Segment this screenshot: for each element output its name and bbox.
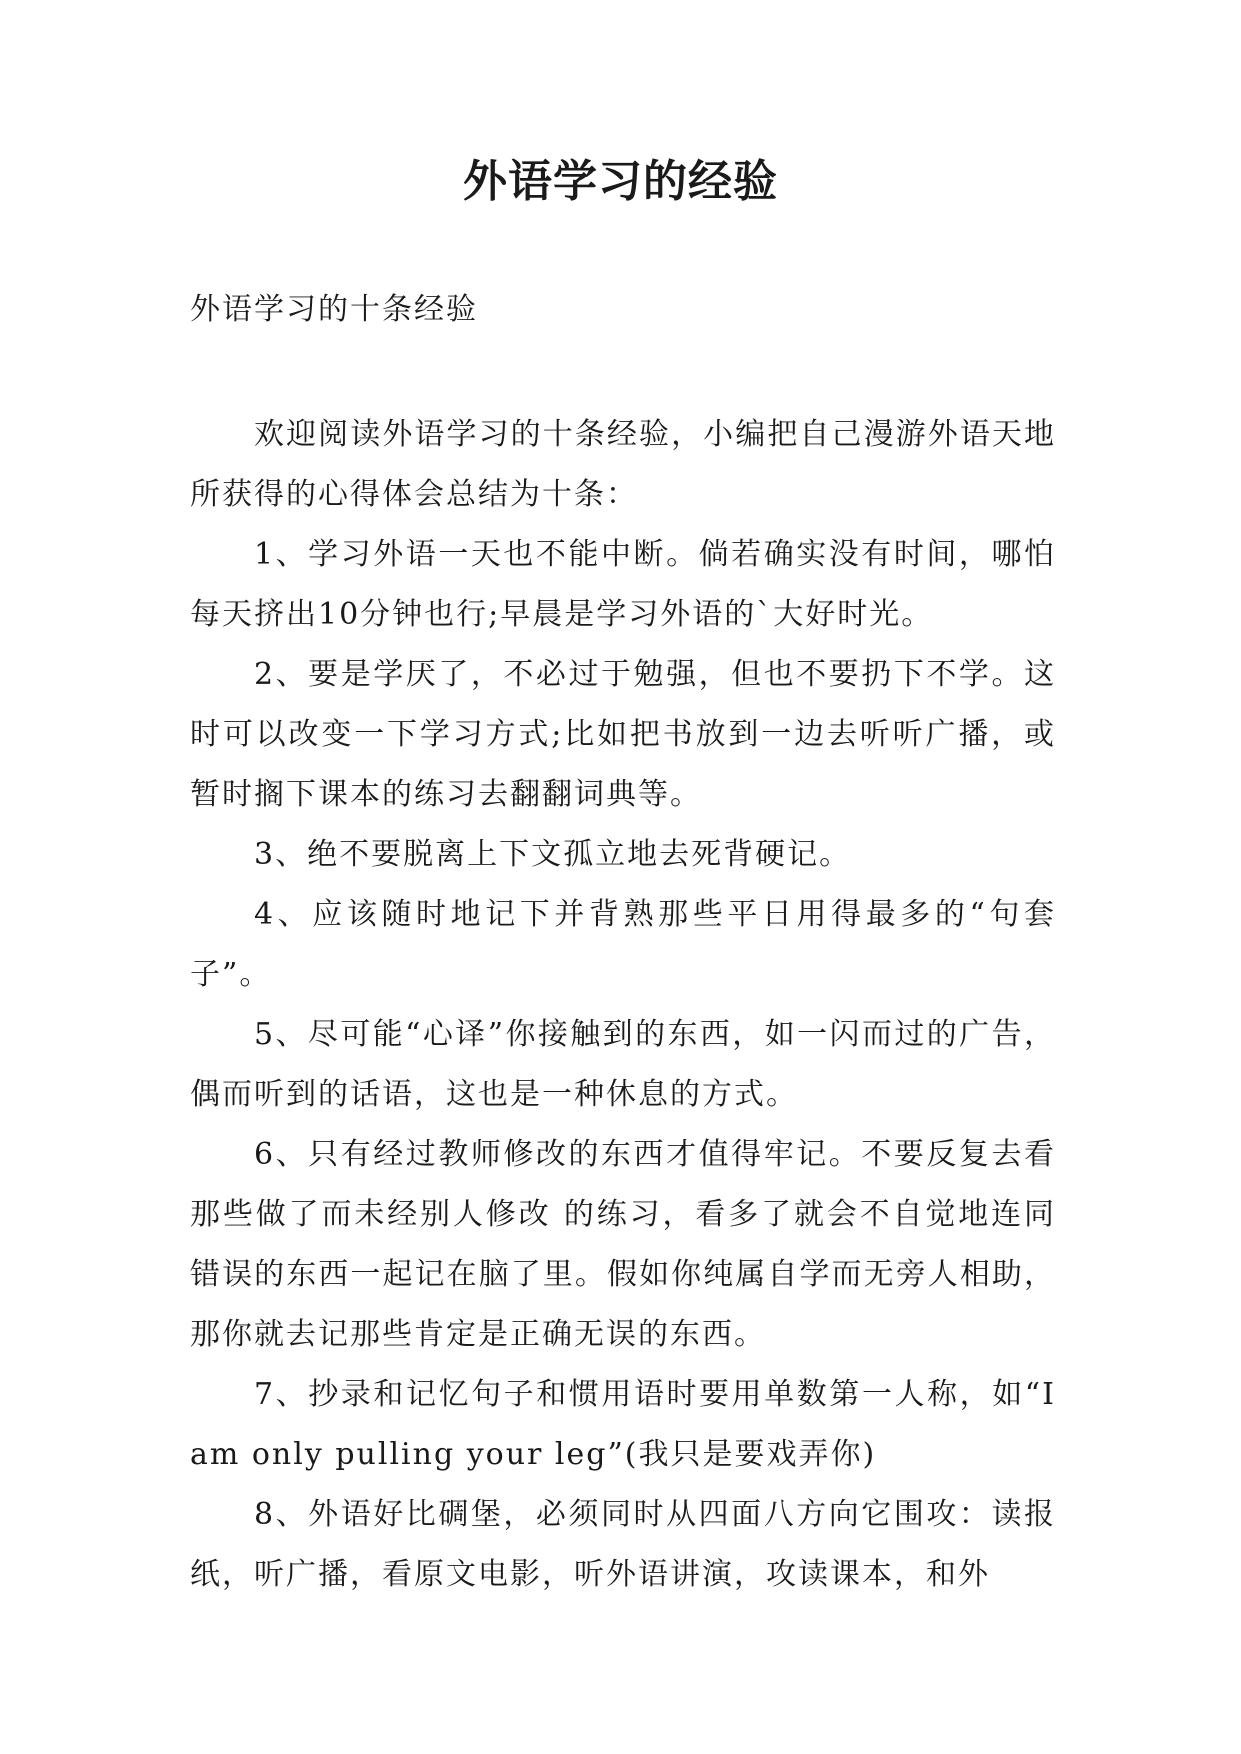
paragraph-item-2: 2、要是学厌了，不必过于勉强，但也不要扔下不学。这时可以改变一下学习方式;比如把书放到一边去听听广播，或暂时搁下课本的练习去翻翻词典等。 [190,657,1056,812]
paragraph-item-8: 8、外语好比碉堡，必须同时从四面八方向它围攻：读报纸，听广播，看原文电影，听外语讲演，攻读课本，和外 [190,1497,1056,1592]
paragraph-item-4: 4、应该随时地记下并背熟那些平日用得最多的“句套子”。 [190,897,1056,992]
document-subtitle: 外语学习的十条经验 [190,292,478,327]
paragraph-item-3: 3、绝不要脱离上下文孤立地去死背硬记。 [254,837,852,872]
document-title: 外语学习的经验 [463,156,778,207]
document-body [190,405,1056,1605]
paragraph-item-7: 7、抄录和记忆句子和惯用语时要用单数第一人称，如“I am only pulling your leg”(我只是要戏弄你) [190,1377,1056,1472]
paragraph-intro: 欢迎阅读外语学习的十条经验，小编把自己漫游外语天地所获得的心得体会总结为十条： [190,417,1056,512]
paragraph-item-1: 1、学习外语一天也不能中断。倘若确实没有时间，哪怕每天挤出10分钟也行;早晨是学习外语的`大好时光。 [190,537,1056,632]
paragraph-item-6: 6、只有经过教师修改的东西才值得牢记。不要反复去看那些做了而未经别人修改 的练习，看多了就会不自觉地连同错误的东西一起记在脑了里。假如你纯属自学而无旁人相助，那你就去记那些肯定是正确无误的东西。 [190,1137,1056,1352]
paragraph-item-5: 5、尽可能“心译”你接触到的东西，如一闪而过的广告，偶而听到的话语，这也是一种休息的方式。 [190,1017,1056,1112]
